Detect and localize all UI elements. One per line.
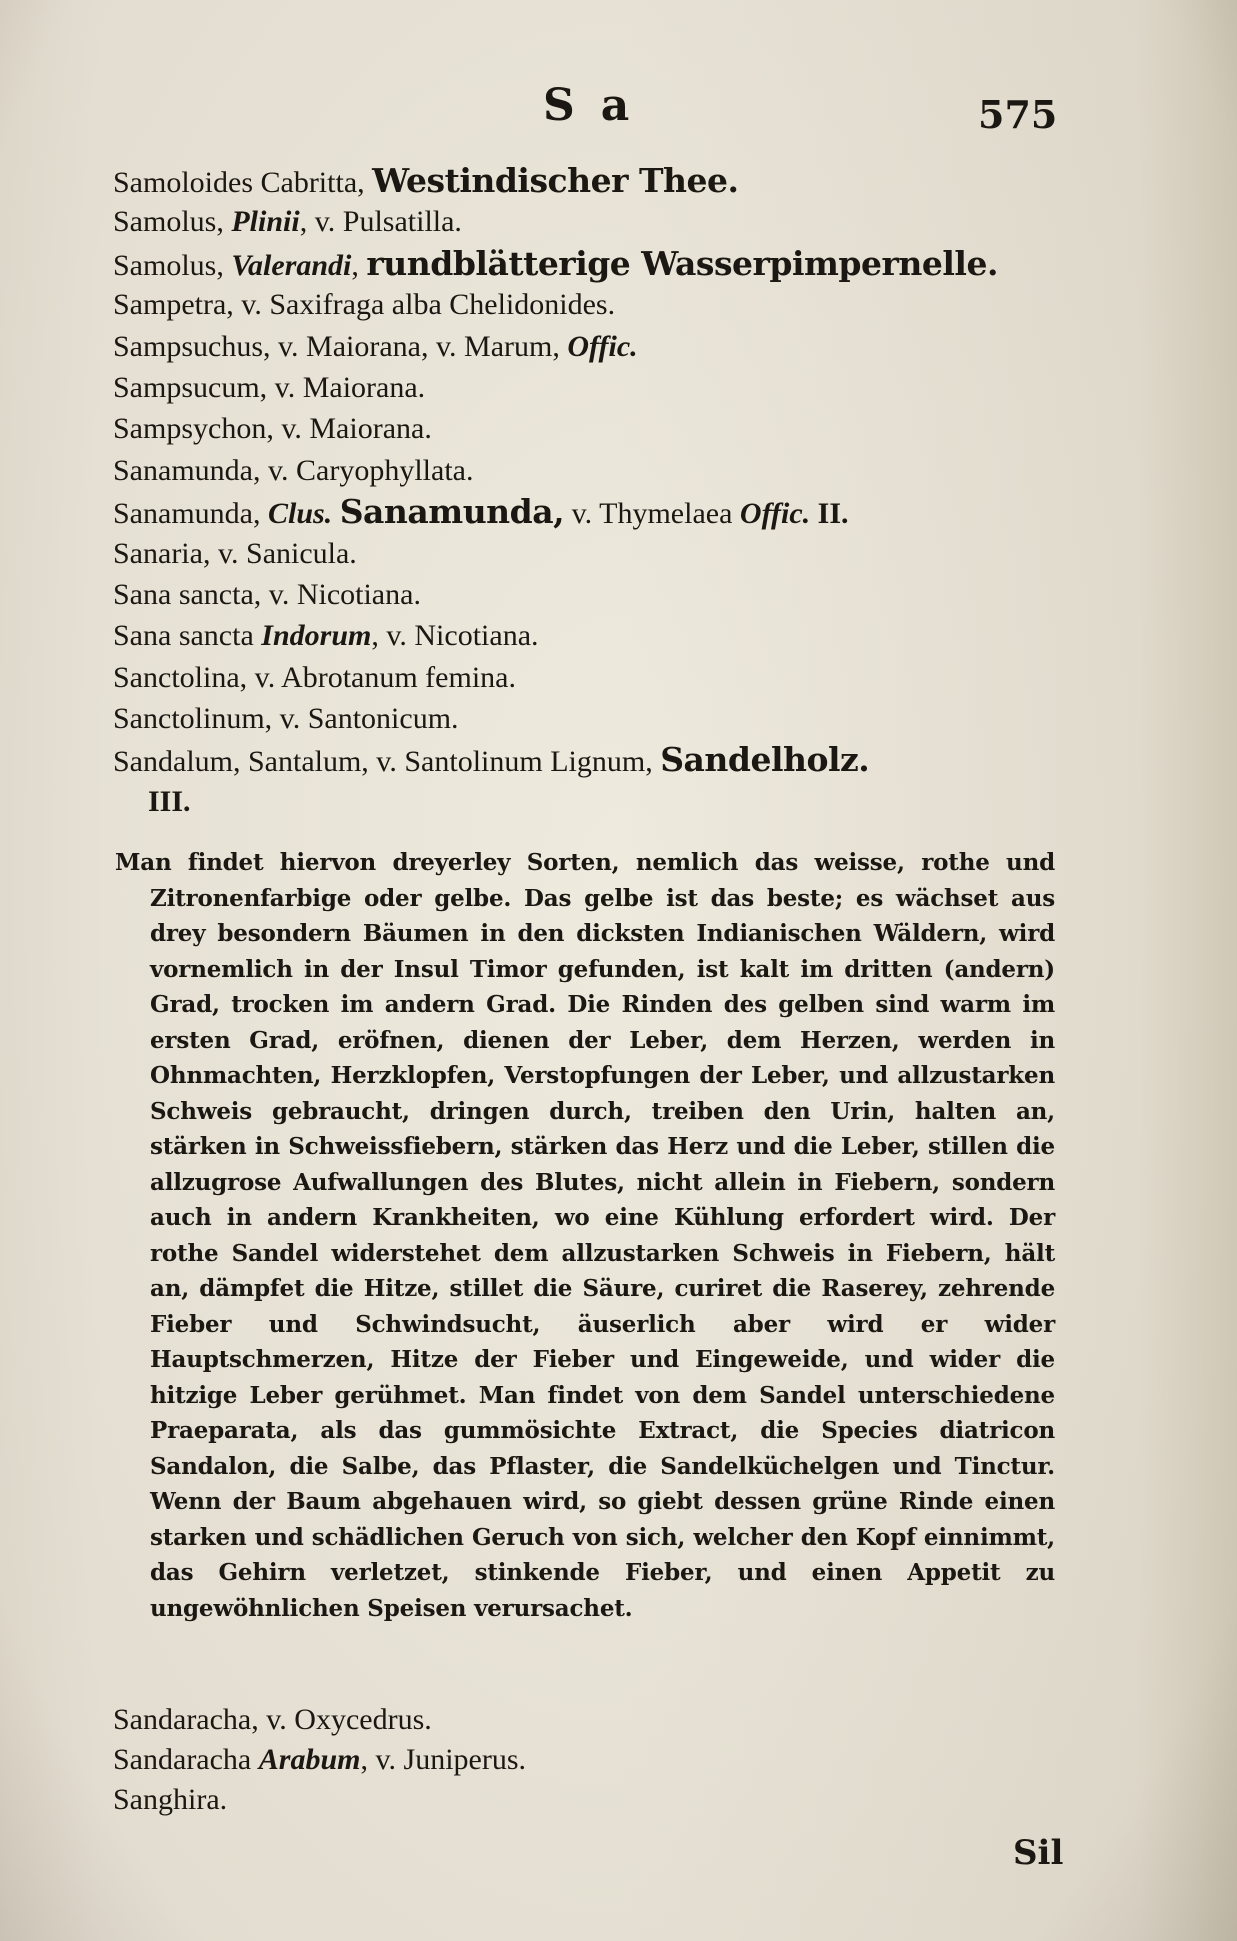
- entry-sampsucum: [113, 367, 1063, 408]
- entry-authority: Clus.: [267, 497, 333, 531]
- page-number: 575: [978, 92, 1058, 137]
- entry-text: Samolus,: [113, 248, 232, 282]
- entry-authority: Arabum: [258, 1743, 361, 1776]
- entry-sampsychon: [113, 408, 1063, 449]
- entry-text-rest: ,: [351, 248, 367, 282]
- entry-sanctolina: [113, 657, 1063, 698]
- entry-text: III.: [148, 784, 191, 818]
- entry-text: Sandaracha: [113, 1743, 259, 1776]
- entry-text: Sanamunda,: [113, 497, 268, 531]
- entry-text: Sampsucum, v. Maiorana.: [113, 370, 426, 404]
- entry-text: Sana sancta, v. Nicotiana.: [113, 577, 421, 611]
- entry-text-rest: , v. Juniperus.: [360, 1743, 527, 1776]
- entry-tail: v. Thymelaea: [564, 497, 740, 531]
- entry-samoloides: [113, 160, 1063, 201]
- entry-sanamunda-clus: [113, 491, 1063, 532]
- description-text: Man findet hiervon dreyerley Sorten, nemlich das weisse, rothe und Zitronenfarbige oder gelbe. Das gelbe ist das beste; es wächset aus drey besondern Bäumen in den dicksten Indianischen Wäldern, wird vornemlich in der Insul Timor gefunden, ist kalt im dritten (andern) Grad, trocken im andern Grad. Die Rinden des gelben sind warm im ersten Grad, eröfnen, dienen der Leber, dem Herzen, werden in Ohnmachten, Herzklopfen, Verstopfungen der Leber, und allzustarken Schweis gebraucht, dringen durch, treiben den Urin, halten an, stärken in Schweissfiebern, stärken das Herz und die Leber, stillen die allzugrose Aufwallungen des Blutes, nicht allein in Fiebern, sondern auch in andern Krankheiten, wo eine Kühlung erfordert wird. Der rothe Sandel widerstehet dem allzustarken Schweis in Fiebern, hält an, dämpfet die Hitze, stillet die Säure, curiret die Raserey, zehrende Fieber und Schwindsucht, äuserlich aber wird er wider Hauptschmerzen, Hitze der Fieber und Eingeweide, und wider die hitzige Leber gerühmet. Man findet von dem Sandel unterschiedene Praeparata, als das gummösichte Extract, die Species diatricon Sandalon, die Salbe, das Pflaster, die Sandelküchelgen und Tinctur. Wenn der Baum abgehauen wird, so giebt dessen grüne Rinde einen starken und schädlichen Geruch von sich, welcher den Kopf einnimmt, das Gehirn verletzet, stinkende Fieber, und einen Appetit zu ungewöhnlichen Speisen verursachet.: [115, 849, 1055, 1622]
- entry-sanghira: [113, 1780, 1063, 1820]
- entry-tail-authority: Offic.: [739, 497, 811, 531]
- entry-text: Samoloides Cabritta,: [113, 166, 373, 199]
- entry-text: Sanaria, v. Sanicula.: [113, 536, 357, 570]
- entry-tail-end: II.: [810, 497, 849, 531]
- entry-text: Sanamunda, v. Caryophyllata.: [113, 453, 474, 487]
- entry-sandaracha-arabum: [113, 1740, 1063, 1780]
- entry-text: Sana sancta: [113, 619, 262, 653]
- entry-sana-sancta: [113, 574, 1063, 615]
- entry-sanaria: [113, 533, 1063, 574]
- entry-text: Sampsychon, v. Maiorana.: [113, 412, 432, 446]
- entry-german: Sanamunda,: [339, 492, 565, 532]
- entry-sanamunda: [113, 450, 1063, 491]
- entry-text: Sandaracha, v. Oxycedrus.: [113, 1703, 432, 1736]
- sandalum-description: [115, 845, 1055, 1626]
- entry-sampetra: [113, 284, 1063, 325]
- catchword: Sil: [1013, 1833, 1064, 1873]
- entry-authority: Offic.: [567, 329, 638, 363]
- entry-german: Westindischer Thee.: [372, 161, 739, 200]
- entry-sanctolinum: [113, 698, 1063, 739]
- entry-text: Sandalum, Santalum, v. Santolinum Lignum,: [113, 745, 661, 779]
- entry-text: Sampetra, v. Saxifraga alba Chelidonides.: [113, 288, 616, 322]
- entry-german: Sandelholz.: [660, 740, 870, 780]
- entry-text: Sanctolina, v. Abrotanum femina.: [113, 660, 516, 694]
- entry-german: rundblätterige Wasserpimpernelle.: [366, 243, 998, 283]
- entry-text: Sanctolinum, v. Santonicum.: [113, 702, 459, 736]
- entry-text: Samolus,: [113, 205, 232, 239]
- entry-text: Sampsuchus, v. Maiorana, v. Marum,: [113, 329, 568, 363]
- entry-sana-sancta-indorum: [113, 615, 1063, 656]
- entry-text: Sanghira.: [113, 1783, 228, 1816]
- entry-text-rest: [332, 497, 340, 530]
- entry-samolus-valerandi: [113, 243, 1063, 284]
- entry-authority: Valerandi: [231, 248, 352, 282]
- entry-authority: Indorum: [261, 619, 372, 653]
- entry-list: [113, 160, 1063, 822]
- entry-list-continued: [113, 1700, 1063, 1820]
- entry-sandalum: [113, 739, 1063, 780]
- entry-sandaracha: [113, 1700, 1063, 1740]
- entry-sandalum-class: [113, 781, 1063, 822]
- entry-text-rest: , v. Nicotiana.: [371, 619, 539, 653]
- entry-sampsuchus: [113, 326, 1063, 367]
- entry-authority: Plinii: [231, 205, 300, 239]
- running-head: Sa: [543, 80, 656, 131]
- entry-text-rest: , v. Pulsatilla.: [299, 205, 462, 239]
- entry-samolus-plinii: [113, 201, 1063, 242]
